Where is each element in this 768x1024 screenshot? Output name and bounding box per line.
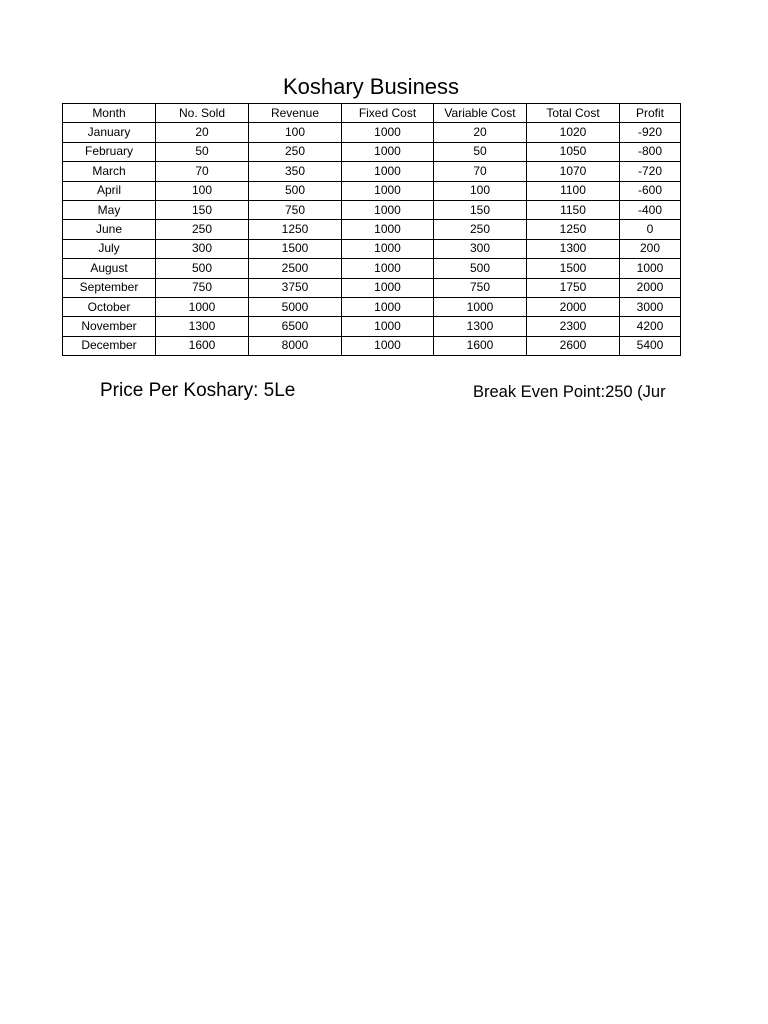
revenue-cell: 250 [249, 142, 342, 161]
revenue-cell: 3750 [249, 278, 342, 297]
variable-cost-cell: 1600 [434, 336, 527, 355]
table-header-row [63, 104, 681, 123]
column-header-variable-cost: Variable Cost [434, 104, 527, 123]
table-row [63, 317, 681, 336]
no-sold-cell: 300 [156, 239, 249, 258]
month-cell: June [63, 220, 156, 239]
month-cell: November [63, 317, 156, 336]
column-header-fixed-cost: Fixed Cost [342, 104, 434, 123]
table-row [63, 181, 681, 200]
profit-cell: -920 [620, 123, 681, 142]
profit-cell: 200 [620, 239, 681, 258]
variable-cost-cell: 100 [434, 181, 527, 200]
profit-cell: -400 [620, 200, 681, 219]
column-header-no-sold: No. Sold [156, 104, 249, 123]
month-cell: July [63, 239, 156, 258]
column-header-total-cost: Total Cost [527, 104, 620, 123]
fixed-cost-cell: 1000 [342, 181, 434, 200]
fixed-cost-cell: 1000 [342, 336, 434, 355]
total-cost-cell: 2000 [527, 297, 620, 316]
no-sold-cell: 50 [156, 142, 249, 161]
revenue-cell: 5000 [249, 297, 342, 316]
no-sold-cell: 1300 [156, 317, 249, 336]
no-sold-cell: 20 [156, 123, 249, 142]
no-sold-cell: 250 [156, 220, 249, 239]
total-cost-cell: 1050 [527, 142, 620, 161]
profit-cell: 3000 [620, 297, 681, 316]
month-cell: February [63, 142, 156, 161]
month-cell: January [63, 123, 156, 142]
month-cell: September [63, 278, 156, 297]
no-sold-cell: 750 [156, 278, 249, 297]
no-sold-cell: 500 [156, 259, 249, 278]
fixed-cost-cell: 1000 [342, 278, 434, 297]
month-cell: April [63, 181, 156, 200]
no-sold-cell: 100 [156, 181, 249, 200]
variable-cost-cell: 750 [434, 278, 527, 297]
variable-cost-cell: 300 [434, 239, 527, 258]
table-row [63, 142, 681, 161]
table-row [63, 123, 681, 142]
fixed-cost-cell: 1000 [342, 239, 434, 258]
total-cost-cell: 2600 [527, 336, 620, 355]
total-cost-cell: 1750 [527, 278, 620, 297]
fixed-cost-cell: 1000 [342, 317, 434, 336]
variable-cost-cell: 250 [434, 220, 527, 239]
total-cost-cell: 1070 [527, 162, 620, 181]
table-row [63, 297, 681, 316]
profit-cell: 0 [620, 220, 681, 239]
no-sold-cell: 1600 [156, 336, 249, 355]
no-sold-cell: 70 [156, 162, 249, 181]
month-cell: October [63, 297, 156, 316]
month-cell: March [63, 162, 156, 181]
month-cell: December [63, 336, 156, 355]
price-per-koshary: Price Per Koshary: 5Le [100, 380, 296, 401]
fixed-cost-cell: 1000 [342, 297, 434, 316]
fixed-cost-cell: 1000 [342, 123, 434, 142]
total-cost-cell: 2300 [527, 317, 620, 336]
variable-cost-cell: 1300 [434, 317, 527, 336]
document-title: Koshary Business [282, 74, 460, 99]
variable-cost-cell: 70 [434, 162, 527, 181]
table-row [63, 162, 681, 181]
column-header-profit: Profit [620, 104, 681, 123]
revenue-cell: 8000 [249, 336, 342, 355]
no-sold-cell: 150 [156, 200, 249, 219]
revenue-cell: 6500 [249, 317, 342, 336]
revenue-cell: 100 [249, 123, 342, 142]
month-cell: May [63, 200, 156, 219]
total-cost-cell: 1250 [527, 220, 620, 239]
profit-cell: 2000 [620, 278, 681, 297]
column-header-month: Month [63, 104, 156, 123]
total-cost-cell: 1300 [527, 239, 620, 258]
total-cost-cell: 1150 [527, 200, 620, 219]
fixed-cost-cell: 1000 [342, 200, 434, 219]
profit-cell: 4200 [620, 317, 681, 336]
revenue-cell: 750 [249, 200, 342, 219]
table-row [63, 336, 681, 355]
profit-cell: 1000 [620, 259, 681, 278]
table-row [63, 239, 681, 258]
fixed-cost-cell: 1000 [342, 220, 434, 239]
revenue-cell: 350 [249, 162, 342, 181]
profit-cell: -720 [620, 162, 681, 181]
fixed-cost-cell: 1000 [342, 162, 434, 181]
profit-cell: -800 [620, 142, 681, 161]
revenue-cell: 2500 [249, 259, 342, 278]
table-row [63, 220, 681, 239]
break-even-point: Break Even Point:250 (Jur [473, 383, 666, 401]
total-cost-cell: 1500 [527, 259, 620, 278]
table-row [63, 259, 681, 278]
no-sold-cell: 1000 [156, 297, 249, 316]
table-row [63, 200, 681, 219]
koshary-table [62, 103, 681, 356]
total-cost-cell: 1020 [527, 123, 620, 142]
revenue-cell: 500 [249, 181, 342, 200]
variable-cost-cell: 500 [434, 259, 527, 278]
variable-cost-cell: 1000 [434, 297, 527, 316]
month-cell: August [63, 259, 156, 278]
profit-cell: 5400 [620, 336, 681, 355]
variable-cost-cell: 20 [434, 123, 527, 142]
variable-cost-cell: 50 [434, 142, 527, 161]
column-header-revenue: Revenue [249, 104, 342, 123]
table-row [63, 278, 681, 297]
total-cost-cell: 1100 [527, 181, 620, 200]
break-even-container [473, 380, 680, 404]
fixed-cost-cell: 1000 [342, 142, 434, 161]
revenue-cell: 1250 [249, 220, 342, 239]
variable-cost-cell: 150 [434, 200, 527, 219]
fixed-cost-cell: 1000 [342, 259, 434, 278]
revenue-cell: 1500 [249, 239, 342, 258]
profit-cell: -600 [620, 181, 681, 200]
